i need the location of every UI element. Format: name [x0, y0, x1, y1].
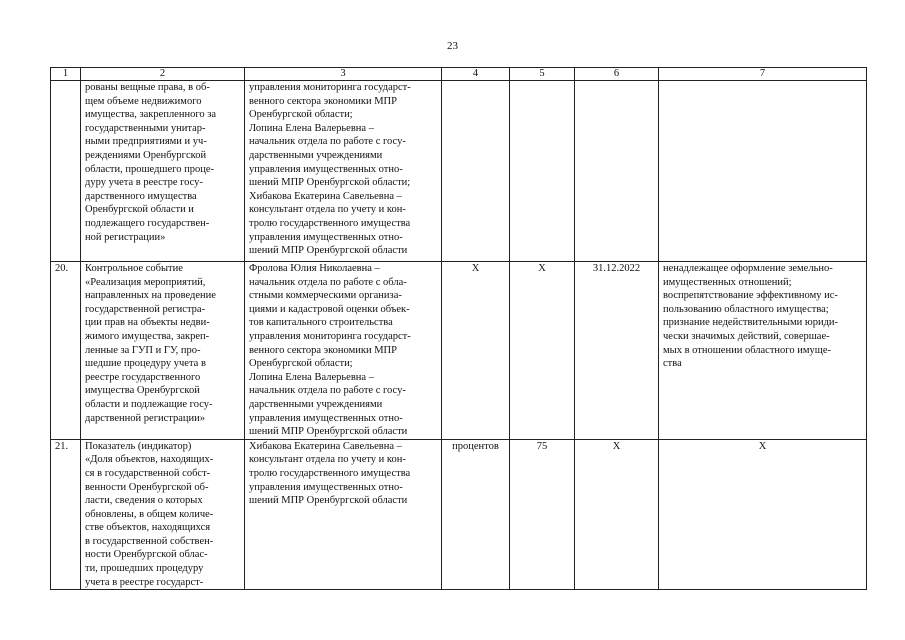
unit-cell: X [442, 262, 510, 440]
column-header: 2 [81, 68, 245, 81]
risks-cell [659, 81, 867, 262]
column-header: 1 [51, 68, 81, 81]
description-cell: Показатель (индикатор) «Доля объектов, находящих- ся в государственной собст- венности Оренбургской об- ласти, сведения о которых обновлены, в общем количе- стве объектов, находящихся в государственной собствен- ности Оренбургской облас- ти, прошедших процедуру учета в реестре государст- [81, 439, 245, 590]
page-number: 23 [447, 40, 458, 52]
row-number-cell [51, 81, 81, 262]
responsible-cell: управления мониторинга государст- венного сектора экономики МПР Оренбургской области; Лопина Елена Валерьевна – начальник отдела по работе с госу- дарственными учреждениями управления имущественных отно- шений МПР Оренбургской области; Хибакова Екатерина Савельевна – консультант отдела по учету и кон- тролю государственного имущества управления имущественных отно- шений МПР Оренбургской области [245, 81, 442, 262]
responsible-cell: Фролова Юлия Николаевна – начальник отдела по работе с обла- стными коммерческими организа- циями и кадастровой оценки объек- тов капитального строительства управления мониторинга государст- венного сектора экономики МПР Оренбургской области; Лопина Елена Валерьевна – начальник отдела по работе с госу- дарственными учреждениями управления имущественных отно- шений МПР Оренбургской области [245, 262, 442, 440]
value-cell: X [510, 262, 575, 440]
column-header: 5 [510, 68, 575, 81]
unit-cell: процентов [442, 439, 510, 590]
table-row [51, 439, 867, 590]
row-number-cell: 20. [51, 262, 81, 440]
description-cell: Контрольное событие «Реализация мероприятий, направленных на проведение государственной регистра- ции прав на объекты недви- жимого имущества, закреп- ленные за ГУП и ГУ, про- шедшие процедуру учета в реестре государственного имущества Оренбургской области и подлежащие госу- дарственной регистрации» [81, 262, 245, 440]
table-row [51, 262, 867, 440]
column-header: 3 [245, 68, 442, 81]
column-header: 7 [659, 68, 867, 81]
responsible-cell: Хибакова Екатерина Савельевна – консультант отдела по учету и кон- тролю государственного имущества управления имущественных отно- шений МПР Оренбургской области [245, 439, 442, 590]
table-header-row [51, 68, 867, 81]
description-cell: рованы вещные права, в об- щем объеме недвижимого имущества, закрепленного за государственными унитар- ными предприятиями и уч- реждениями Оренбургской области, прошедшего проце- дуру учета в реестре госу- дарственного имущества Оренбургской области и подлежащего государствен- ной регистрации» [81, 81, 245, 262]
value-cell [510, 81, 575, 262]
column-header: 6 [575, 68, 659, 81]
document-table [50, 67, 867, 590]
date-cell: X [575, 439, 659, 590]
column-header: 4 [442, 68, 510, 81]
risks-cell: ненадлежащее оформление земельно- имущественных отношений; воспрепятствование эффективному ис- пользованию областного имущества; признание недействительными юриди- чески значимых действий, совершае- мых в отношении областного имуще- ства [659, 262, 867, 440]
row-number-cell: 21. [51, 439, 81, 590]
risks-cell: X [659, 439, 867, 590]
value-cell: 75 [510, 439, 575, 590]
table-row [51, 81, 867, 262]
unit-cell [442, 81, 510, 262]
date-cell: 31.12.2022 [575, 262, 659, 440]
date-cell [575, 81, 659, 262]
